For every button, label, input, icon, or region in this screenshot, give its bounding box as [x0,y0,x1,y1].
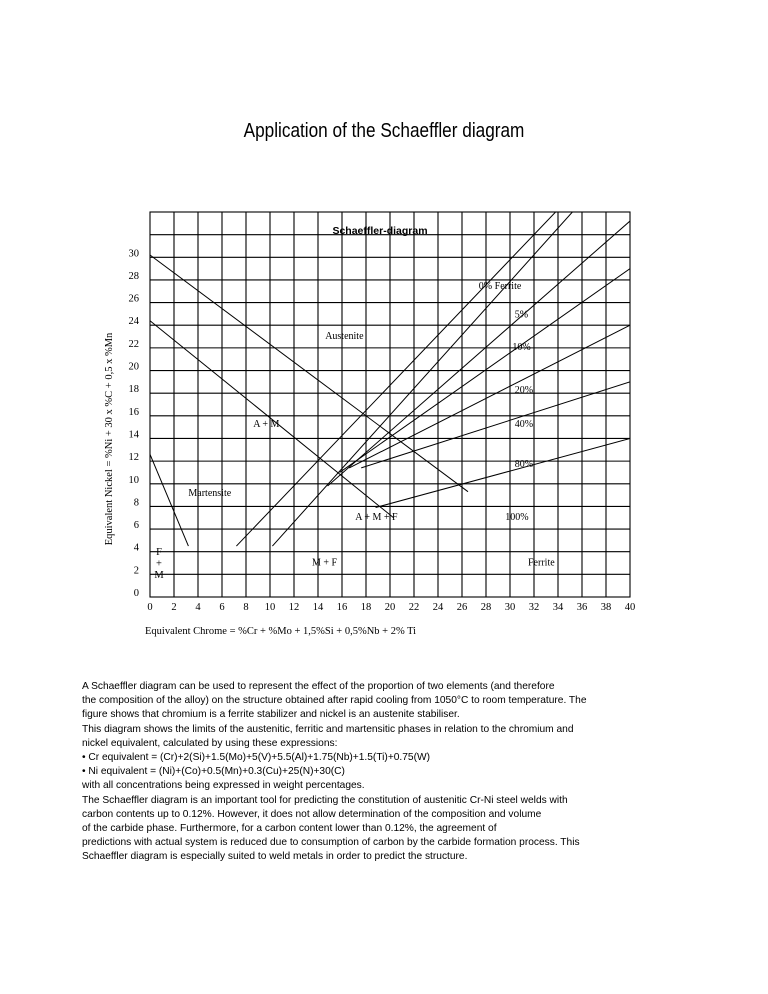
x-tick-label: 8 [243,602,249,613]
y-tick-label: 12 [128,452,139,464]
x-tick-label: 2 [171,602,177,613]
x-tick-label: 18 [360,602,372,613]
y-tick-label: 0 [133,588,139,599]
y-tick-label: 28 [128,270,139,282]
x-tick-label: 4 [195,602,201,613]
x-tick-label: 10 [264,602,276,613]
paragraph-line: carbon contents up to 0.12%. However, it does not allow determination of the composition and volume [82,808,542,820]
x-tick-label: 28 [480,602,492,613]
region-label: Austenite [325,330,364,342]
y-tick-label: 16 [128,406,139,418]
phase-boundary-line-3 [150,454,188,546]
paragraph-line: with all concentrations being expressed in weight percentages. [82,780,365,792]
paragraph-line: A Schaeffler diagram can be used to represent the effect of the proportion of two elements (and therefore [82,681,555,692]
x-tick-label: 0 [147,602,153,613]
x-tick-label: 24 [432,602,444,613]
body-paragraph [82,680,642,865]
region-label: 40% [514,419,534,431]
phase-boundary-line-6 [328,221,630,486]
y-tick-label: 4 [133,542,139,554]
x-tick-label: 20 [384,602,396,613]
x-tick-label: 22 [408,602,420,613]
region-label: 0% Ferrite [478,281,522,292]
y-tick-label: 26 [128,293,139,305]
phase-boundary-line-9 [361,382,630,468]
phase-boundary-line-4 [236,212,555,546]
paragraph-line: predictions with actual system is reduced due to consumption of carbon by the carbide formation process. This [82,837,580,849]
y-tick-label: 20 [128,361,139,373]
region-label: Martensite [188,488,232,500]
paragraph-line: Schaeffler diagram is especially suited to weld metals in order to predict the structure. [82,851,468,863]
region-label: 20% [514,385,534,397]
paragraph-line: This diagram shows the limits of the austenitic, ferritic and martensitic phases in relation to the chromium and [82,723,574,735]
y-tick-label: 18 [128,384,139,396]
paragraph-line: of the carbide phase. Furthermore, for a carbon content lower than 0.12%, the agreement of [82,823,497,835]
x-tick-label: 12 [288,602,300,613]
y-tick-label: 8 [133,497,139,509]
region-label: M + F [312,557,338,569]
x-tick-label: 30 [504,602,516,613]
region-label: Ferrite [528,557,555,569]
paragraph-line: The Schaeffler diagram is an important tool for predicting the constitution of austenitic Cr-Ni steel welds with [82,794,568,806]
x-axis-label: Equivalent Chrome = %Cr + %Mo + 1,5%Si + 0,5%Nb + 2% Ti [145,626,417,637]
x-tick-label: 32 [528,602,540,613]
y-tick-label: 2 [133,565,139,577]
x-tick-label: 26 [456,602,468,613]
x-tick-label: 6 [219,602,225,613]
x-tick-label: 38 [600,602,612,613]
y-tick-label: 22 [128,338,139,350]
fm-label: M [154,570,164,581]
paragraph-line: figure shows that chromium is a ferrite stabilizer and nickel is an austenite stabiliser. [82,709,460,721]
phase-boundary-line-8 [349,325,630,468]
region-label: 100% [505,512,529,523]
page-title: Application of the Schaeffler diagram [243,120,525,142]
chart-title: Schaeffler-diagram [332,225,428,237]
region-label: 80% [514,458,534,470]
region-label: A + M + F [355,512,398,523]
x-tick-label: 16 [336,602,348,613]
x-tick-label: 40 [624,602,636,613]
x-tick-label: 34 [552,602,564,613]
fm-label: + [156,558,162,570]
paragraph-line: nickel equivalent, calculated by using these expressions: [82,737,338,749]
y-tick-label: 10 [128,474,139,486]
fm-label: F [156,547,162,558]
paragraph-line: • Ni equivalent = (Ni)+(Co)+0.5(Mn)+0.3(Cu)+25(N)+30(C) [82,766,345,778]
x-tick-label: 36 [576,602,588,613]
y-tick-label: 24 [128,316,139,328]
y-tick-label: 14 [128,429,139,441]
x-tick-label: 14 [312,602,324,613]
region-label: 5% [514,309,529,321]
paragraph-line: • Cr equivalent = (Cr)+2(Si)+1.5(Mo)+5(V)+5.5(Al)+1.75(Nb)+1.5(Ti)+0.75(W) [82,752,430,764]
paragraph-line: the composition of the alloy) on the structure obtained after rapid cooling from 1050°C to room temperature. The [82,695,587,707]
region-label: 10% [512,342,531,354]
y-tick-label: 30 [128,248,139,260]
region-label: A + M [253,419,280,431]
y-axis-label: Equivalent Nickel = %Ni + 30 x %C + 0,5 x %Mn [104,332,115,546]
y-tick-label: 6 [133,520,139,532]
